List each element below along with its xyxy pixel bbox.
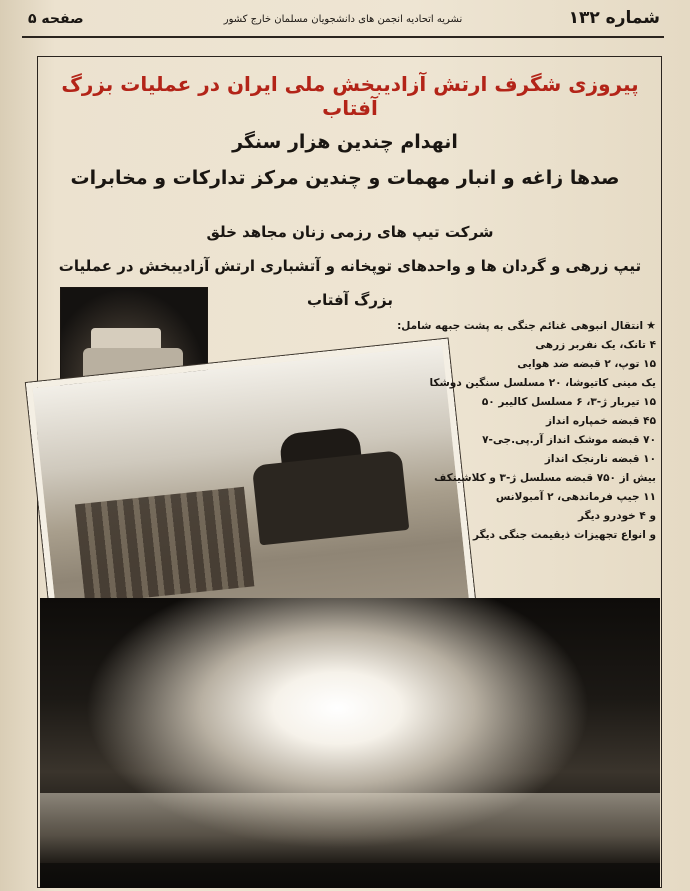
masthead (22, 6, 664, 38)
participation-armored-brigade: تیپ زرهی و گردان ها و واحدهای توپخانه و آتشباری ارتش آزادیبخش در عملیات بزرگ آفتاب (58, 257, 642, 309)
article-headline: پیروزی شگرف ارتش آزادیبخش ملی ایران در عملیات بزرگ آفتاب (61, 72, 639, 120)
spoils-item: و ۴ خودرو دیگر (578, 510, 656, 522)
subheadline-block (60, 124, 630, 196)
participation-women-brigades: شرکت تیپ های رزمی زنان مجاهد خلق (206, 223, 494, 241)
star-icon: ★ (646, 319, 656, 332)
spoils-item: ۱۵ توپ، ۲ قبضه ضد هوایی (517, 358, 656, 370)
spoils-item: ۴ تانک، یک نفربر زرهی (535, 339, 656, 351)
spoils-item: و انواع تجهیزات ذیقیمت جنگی دیگر (473, 529, 656, 541)
spoils-item: بیش از ۷۵۰ قبضه مسلسل ژ-۳ و کلاشینکف (434, 472, 656, 484)
subheadline-depots: صدها زاغه و انبار مهمات و چندین مرکز تدارکات و مخابرات (70, 167, 620, 189)
photo-explosion-battlefield (40, 598, 660, 888)
spoils-item: ۱۵ تیربار ژ-۳، ۶ مسلسل کالیبر ۵۰ (481, 396, 656, 408)
subheadline-bunkers: انهدام چندین هزار سنگر (232, 131, 458, 153)
spoils-item: یک مینی کاتیوشا، ۲۰ مسلسل سنگین دوشکا (429, 377, 656, 389)
publication-name: نشریه اتحادیه انجمن های دانشجویان مسلمان خارج کشور (223, 14, 463, 25)
spoils-item: ۱۱ جیپ فرماندهی، ۲ آمبولانس (495, 491, 656, 503)
page-number: صفحه ۵ (28, 11, 84, 27)
spoils-item: ۴۵ قبضه خمپاره انداز (546, 415, 656, 427)
issue-number: شماره ۱۳۲ (568, 8, 660, 28)
spoils-item: ۷۰ قبضه موشک انداز آر.پی.جی-۷ (482, 434, 656, 446)
spoils-lead: ★انتقال انبوهی غنائم جنگی به پشت جبهه شامل: (397, 319, 656, 332)
spoils-list (397, 316, 656, 545)
spoils-item: ۱۰ قبضه نارنجک انداز (544, 453, 656, 465)
